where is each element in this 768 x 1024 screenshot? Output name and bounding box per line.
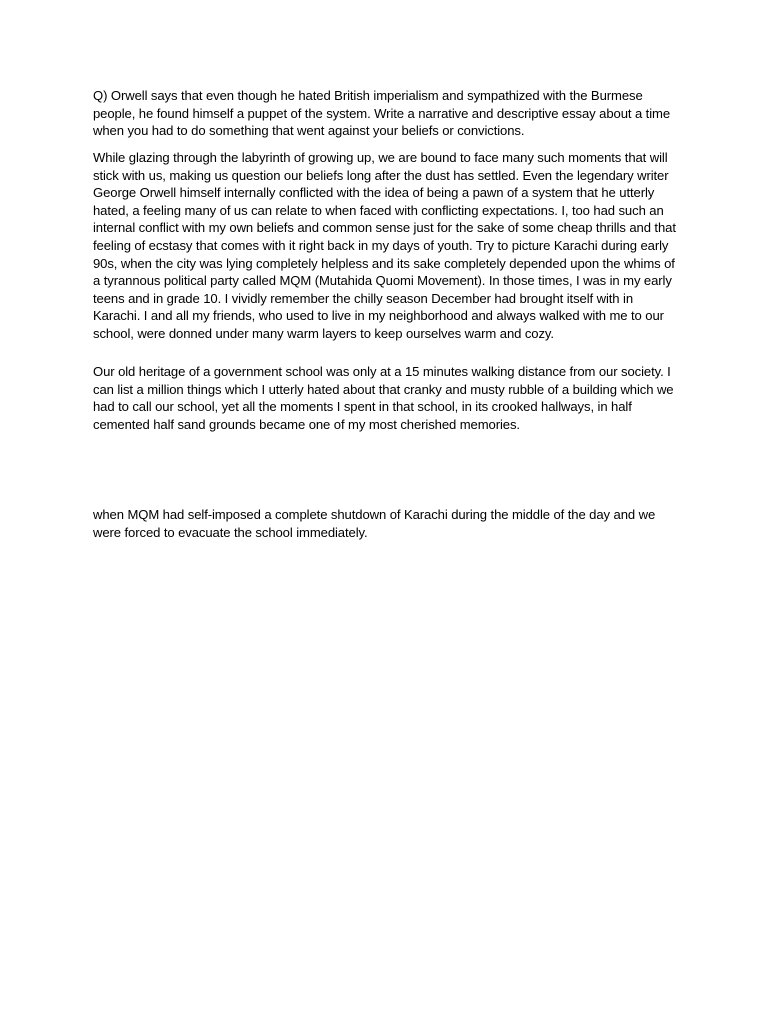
essay-question: Q) Orwell says that even though he hated British imperialism and sympathized with the Burmese people, he found himself a puppet of the system. Write a narrative and descriptive essay about a time when you had to do something that went against your beliefs or convictions. (93, 88, 671, 139)
essay-paragraph-school: Our old heritage of a government school was only at a 15 minutes walking distance from our society. I can list a million things which I utterly hated about that cranky and musty rubble of a building which we had to call our school, yet all the moments I spent in that school, in its crooked hallways, in half cemented half sand grounds became one of my most cherished memories. (93, 364, 674, 432)
essay-paragraph-intro: While glazing through the labyrinth of growing up, we are bound to face many such moments that will stick with us, making us question our beliefs long after the dust has settled. Even the legendary writer George Orwell himself internally conflicted with the idea of being a pawn of a system that he utterly hated, a feeling many of us can relate to when faced with conflicting expectations. I, too had such an internal conflict with my own beliefs and common sense just for the sake of some cheap thrills and that feeling of ecstasy that comes with it right back in my days of youth. Try to picture Karachi during early 90s, when the city was lying completely helpless and its sake completely depended upon the whims of a tyrannous political party called MQM (Mutahida Quomi Movement). In those times, I was in my early teens and in grade 10. I vividly remember the chilly season December had brought itself with in Karachi. I and all my friends, who used to live in my neighborhood and always walked with me to our school, were donned under many warm layers to keep ourselves warm and cozy. (93, 150, 676, 341)
essay-paragraph-shutdown: when MQM had self-imposed a complete shutdown of Karachi during the middle of the day and we were forced to evacuate the school immediately. (93, 507, 656, 540)
